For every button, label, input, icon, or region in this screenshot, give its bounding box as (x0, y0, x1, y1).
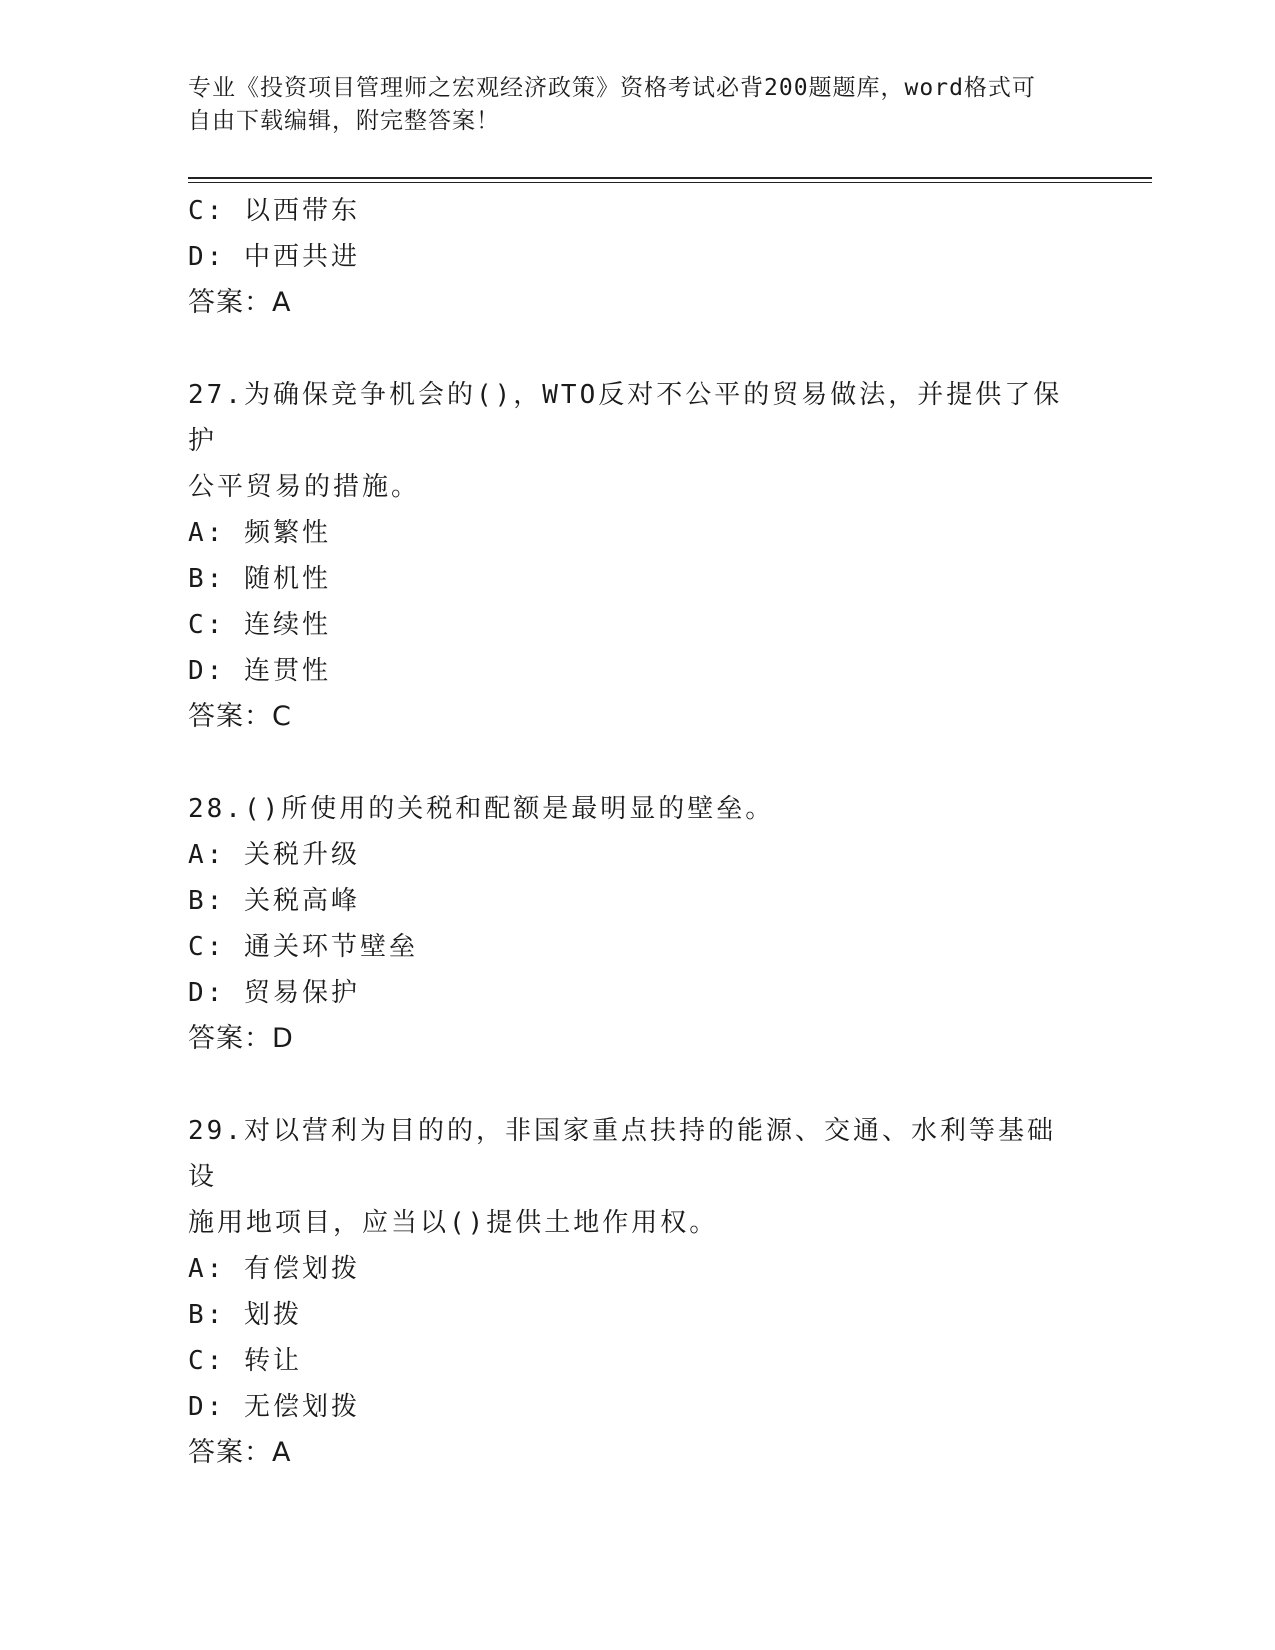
option-b: B: 随机性 (188, 564, 331, 594)
question-29 (188, 1108, 1088, 1476)
option-d: D: 无偿划拨 (188, 1392, 360, 1422)
document-header (188, 72, 1068, 138)
option-d: D: 贸易保护 (188, 978, 360, 1008)
header-line-1: 专业《投资项目管理师之宏观经济政策》资格考试必背200题题库，word格式可 (188, 75, 1036, 101)
previous-question-tail (188, 188, 1088, 326)
option-d: D: 连贯性 (188, 656, 331, 686)
option-a: A: 关税升级 (188, 840, 360, 870)
question-list (188, 188, 1088, 1476)
option-b: B: 划拨 (188, 1300, 302, 1330)
question-text-line-1: 27.为确保竞争机会的()，WTO反对不公平的贸易做法，并提供了保护 (188, 380, 1063, 456)
question-28 (188, 786, 1088, 1062)
option-c: C: 连续性 (188, 610, 331, 640)
option-d: D: 中西共进 (188, 242, 360, 272)
option-c: C: 通关环节壁垒 (188, 932, 418, 962)
header-line-2: 自由下载编辑，附完整答案！ (188, 108, 500, 134)
option-b: B: 关税高峰 (188, 886, 360, 916)
question-text-line-1: 29.对以营利为目的的，非国家重点扶持的能源、交通、水利等基础设 (188, 1116, 1056, 1192)
answer-line: 答案：A (188, 287, 292, 318)
header-divider-thick (188, 177, 1152, 179)
question-27 (188, 372, 1088, 740)
answer-line: 答案：C (188, 701, 292, 732)
question-text-line-1: 28.()所使用的关税和配额是最明显的壁垒。 (188, 794, 775, 824)
question-text-line-2: 公平贸易的措施。 (188, 472, 421, 502)
answer-line: 答案：A (188, 1437, 292, 1468)
option-c: C: 转让 (188, 1346, 302, 1376)
question-text-line-2: 施用地项目，应当以()提供土地作用权。 (188, 1208, 719, 1238)
option-c: C: 以西带东 (188, 196, 360, 226)
option-a: A: 频繁性 (188, 518, 331, 548)
option-a: A: 有偿划拨 (188, 1254, 360, 1284)
answer-line: 答案：D (188, 1023, 294, 1054)
header-divider-thin (188, 182, 1152, 183)
